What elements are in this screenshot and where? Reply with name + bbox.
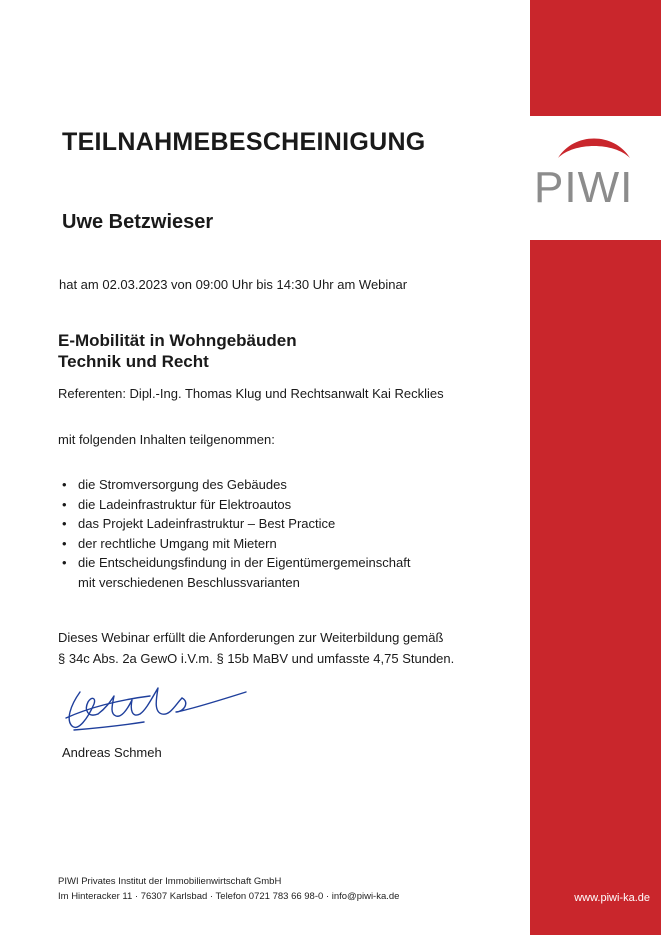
signer-name: Andreas Schmeh bbox=[62, 745, 162, 760]
bullet: • bbox=[62, 535, 67, 551]
footer bbox=[58, 874, 399, 904]
logo-text: PIWI bbox=[534, 163, 634, 212]
course-title bbox=[58, 330, 297, 372]
speakers-line: Referenten: Dipl.-Ing. Thomas Klug und Rechtsanwalt Kai Recklies bbox=[58, 386, 444, 401]
brand-bar-top bbox=[530, 0, 661, 116]
signature bbox=[58, 678, 254, 740]
bullet: • bbox=[62, 555, 67, 571]
bullet: • bbox=[62, 477, 67, 492]
brand-bar-bottom bbox=[530, 240, 661, 935]
topic-text: die Stromversorgung des Gebäudes bbox=[78, 477, 287, 492]
list-item bbox=[60, 514, 410, 534]
statement-line2: § 34c Abs. 2a GewO i.V.m. § 15b MaBV und umfasste 4,75 Stunden. bbox=[58, 651, 455, 666]
intro-line: hat am 02.03.2023 von 09:00 Uhr bis 14:30 Uhr am Webinar bbox=[59, 277, 408, 292]
website-link[interactable]: www.piwi-ka.de bbox=[574, 892, 650, 904]
list-item bbox=[60, 534, 410, 554]
topic-text-continuation: mit verschiedenen Beschlussvarianten bbox=[78, 574, 300, 590]
topic-text: der rechtliche Umgang mit Mietern bbox=[78, 535, 277, 551]
course-title-line2: Technik und Recht bbox=[58, 352, 209, 371]
list-item bbox=[60, 475, 410, 495]
contents-intro: mit folgenden Inhalten teilgenommen: bbox=[58, 432, 275, 447]
list-item bbox=[60, 553, 410, 592]
logo-arc-icon bbox=[556, 128, 632, 164]
topic-list bbox=[60, 475, 410, 593]
footer-address: Im Hinteracker 11 · 76307 Karlsbad · Telefon 0721 783 66 98-0 · info@piwi-ka.de bbox=[58, 891, 400, 902]
topic-text: das Projekt Ladeinfrastruktur – Best Practice bbox=[78, 516, 336, 532]
footer-company: PIWI Privates Institut der Immobilienwirtschaft GmbH bbox=[58, 876, 282, 887]
list-item bbox=[60, 495, 410, 515]
topic-text: die Entscheidungsfindung in der Eigentümergemeinschaft bbox=[78, 555, 411, 571]
topic-text: die Ladeinfrastruktur für Elektroautos bbox=[78, 496, 292, 512]
course-title-line1: E-Mobilität in Wohngebäuden bbox=[58, 331, 297, 350]
participant-name: Uwe Betzwieser bbox=[62, 211, 214, 233]
statement-line1: Dieses Webinar erfüllt die Anforderungen zur Weiterbildung gemäß bbox=[58, 630, 444, 645]
bullet: • bbox=[62, 496, 67, 512]
bullet: • bbox=[62, 516, 67, 532]
certificate-title: TEILNAHMEBESCHEINIGUNG bbox=[62, 128, 426, 156]
statement bbox=[58, 627, 454, 669]
